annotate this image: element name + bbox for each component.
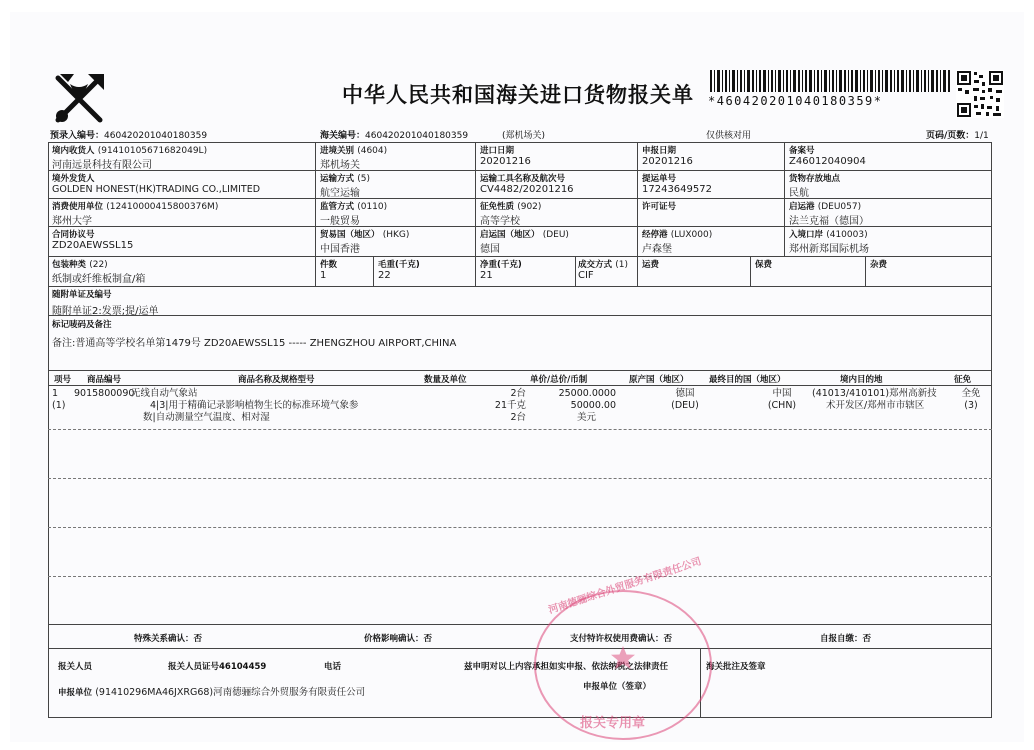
pieces-cell: 件数 1 <box>320 260 338 281</box>
goods-header-final-dest: 最终目的国（地区） <box>709 375 786 385</box>
attached-docs-cell: 随附单证及编号 随附单证2:发票;提/运单 <box>52 290 159 317</box>
legal-statement: 兹申明对以上内容承担如实申报、依法纳税之法律责任 <box>464 662 669 672</box>
transport-mode-cell: 运输方式 (5) 航空运输 <box>320 174 370 199</box>
marks-remarks-cell: 标记唛码及备注 备注:普通高等学校名单第1479号 ZD20AEWSSL15 ----- ZHENGZHOU AIRPORT,CHINA <box>52 320 457 349</box>
license-cell: 许可证号 <box>642 202 677 212</box>
verify-note: 仅供核对用 <box>706 131 752 141</box>
departure-country-cell: 启运国（地区） (DEU) 德国 <box>480 230 569 255</box>
qr-code-icon <box>956 70 1004 118</box>
goods-header-levy: 征免 <box>954 375 972 385</box>
insurance-label: 保费 <box>755 260 773 270</box>
declare-date-cell: 申报日期 20201216 <box>642 146 693 167</box>
goods-header-qty: 数量及单位 <box>424 375 467 385</box>
vehicle-cell: 运输工具名称及航次号 CV4482/20201216 <box>480 174 574 195</box>
goods-header-item-no: 项号 <box>54 375 72 385</box>
goods-origin: 德国 (DEU) <box>671 388 699 411</box>
entry-place-cell: 入境口岸 (410003) 郑州新郑国际机场 <box>789 230 869 255</box>
goods-header-domestic-dest: 境内目的地 <box>840 375 883 385</box>
customs-number: 海关编号：460420201040180359 <box>320 131 469 141</box>
seal-text-bottom: 报关专用章 <box>580 716 646 731</box>
goods-price: 25000.0000 50000.00 美元 <box>558 388 616 423</box>
import-date-cell: 进口日期 20201216 <box>480 146 531 167</box>
seal-text-top: 河南德骊综合外贸服务有限责任公司 <box>547 556 703 617</box>
royalty-confirm: 支付特许权使用费确认：否 <box>570 634 673 644</box>
customs-site: (郑机场关) <box>502 131 546 141</box>
bill-number-cell: 提运单号 17243649572 <box>642 174 712 195</box>
shipper-cell: 境外发货人 GOLDEN HONEST(HK)TRADING CO.,LIMITED <box>52 174 261 195</box>
seal-star-icon <box>609 644 637 672</box>
deal-method-cell: 成交方式 (1) CIF <box>578 260 628 281</box>
barcode-text: *460420201040180359* <box>708 94 883 108</box>
entry-port-cell: 进境关别 (4604) 郑机场关 <box>320 146 388 171</box>
goods-quantity: 2台 21千克 2台 <box>494 388 526 423</box>
self-report-confirm: 自报自缴：否 <box>820 634 872 644</box>
trade-country-cell: 贸易国（地区） (HKG) 中国香港 <box>320 230 410 255</box>
goods-final-destination: 中国 (CHN) <box>767 388 797 411</box>
record-number-cell: 备案号 Z46012040904 <box>789 146 866 167</box>
net-weight-cell: 净重(千克) 21 <box>480 260 522 281</box>
special-relationship-confirm: 特殊关系确认：否 <box>134 634 203 644</box>
page-title: 中华人民共和国海关进口货物报关单 <box>342 83 694 107</box>
contract-cell: 合同协议号 ZD20AEWSSL15 <box>52 230 134 251</box>
preentry-number: 预录入编号：460420201040180359 <box>50 131 208 141</box>
declarant-label: 报关人员 <box>58 662 93 672</box>
goods-header-hs-code: 商品编号 <box>87 375 122 385</box>
customs-declaration-sheet <box>10 12 1024 742</box>
consignee-cell: 境内收货人 (91410105671682049L) 河南远景科技有限公司 <box>52 146 208 171</box>
goods-levy: 全免 (3) <box>961 388 981 411</box>
exemption-cell: 征免性质 (902) 高等学校 <box>480 202 542 227</box>
price-impact-confirm: 价格影响确认：否 <box>364 634 433 644</box>
goods-hs-code: 9015800090 <box>74 388 135 399</box>
customs-emblem-icon <box>50 70 108 128</box>
goods-header-price: 单价/总价/币制 <box>530 375 588 385</box>
goods-header-name: 商品名称及规格型号 <box>238 375 315 385</box>
transit-port-cell: 经停港 (LUX000) 卢森堡 <box>642 230 713 255</box>
goods-header-origin: 原产国（地区） <box>629 375 689 385</box>
consumer-cell: 消费使用单位 (12410000415800376M) 郑州大学 <box>52 202 219 227</box>
customs-annotation-label: 海关批注及签章 <box>706 662 766 672</box>
storage-location-cell: 货物存放地点 民航 <box>789 174 841 199</box>
supervision-cell: 监管方式 (0110) 一般贸易 <box>320 202 388 227</box>
page-count: 页码/页数：1/1 <box>926 131 989 141</box>
misc-fee-label: 杂费 <box>870 260 888 270</box>
declarant-cert: 报关人员证号46104459 <box>168 662 267 672</box>
goods-name: 无线自动气象站 4|3|用于精确记录影响植物生长的标准环境气象参 数|自动测量空气温度、相对湿 <box>131 388 359 423</box>
goods-item-no: 1 (1) <box>52 388 66 411</box>
phone-label: 电话 <box>324 662 342 672</box>
goods-domestic-destination: (41013/410101)郑州高新技 术开发区/郑州市市辖区 <box>812 388 937 411</box>
freight-label: 运费 <box>642 260 660 270</box>
package-type-cell: 包装种类 (22) 纸制或纤维板制盒/箱 <box>52 260 146 285</box>
gross-weight-cell: 毛重(千克) 22 <box>378 260 420 281</box>
agent-seal-label: 申报单位（签章） <box>583 682 652 692</box>
declaring-agent: 申报单位 (91410296MA46JXRG68)河南德骊综合外贸服务有限责任公司 <box>58 687 366 698</box>
departure-port-cell: 启运港 (DEU057) 法兰克福（德国） <box>789 202 869 227</box>
barcode-icon <box>710 70 950 92</box>
